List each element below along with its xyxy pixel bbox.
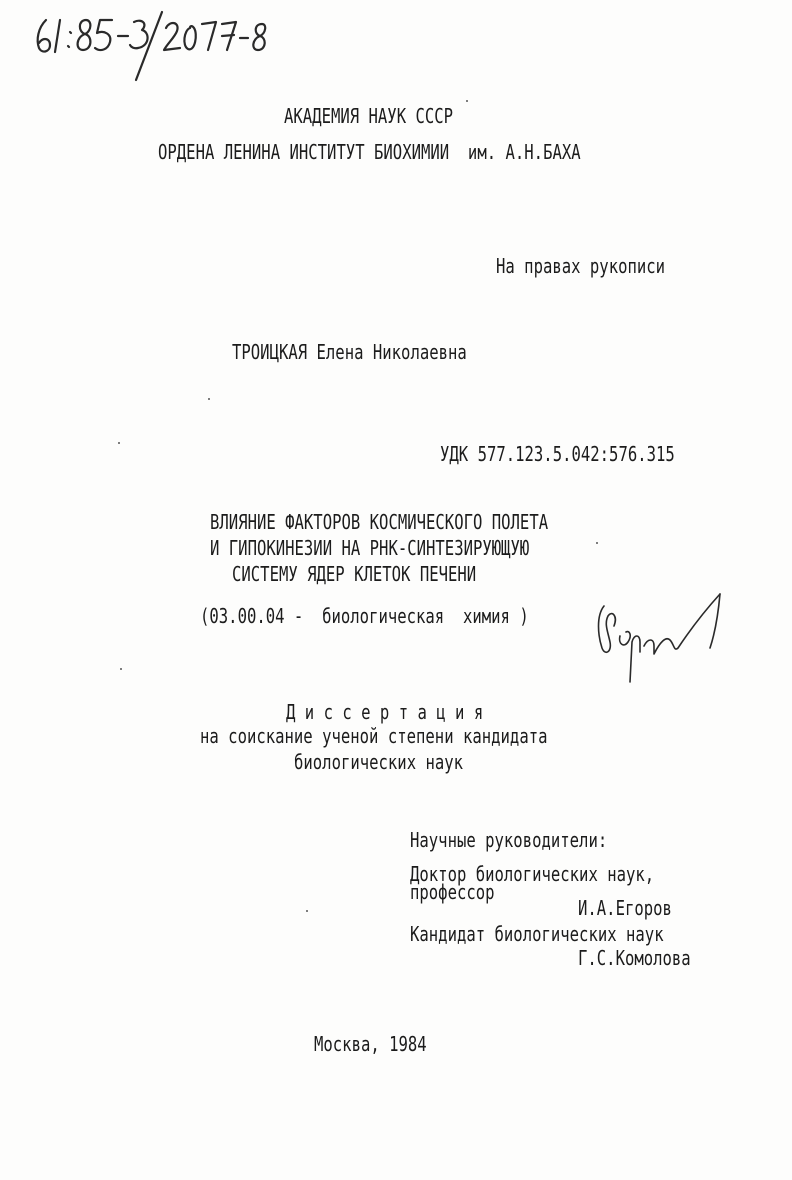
udc-code: УДК 577.123.5.042:576.315 [440, 442, 675, 466]
supervisors-heading: Научные руководители: [410, 828, 608, 852]
supervisor-2-degree: Кандидат биологических наук [410, 922, 664, 946]
specialty-code: (03.00.04 - биологическая химия ) [200, 604, 529, 628]
supervisor-1-degree: Доктор биологических наук, [410, 862, 655, 886]
handwritten-signature [590, 586, 730, 696]
title-line-2: И ГИПОКИНЕЗИИ НА РНК-СИНТЕЗИРУЮЩУЮ [210, 536, 530, 560]
manuscript-rights: На правах рукописи [496, 254, 666, 278]
academy-name: АКАДЕМИЯ НАУК СССР [284, 104, 454, 128]
scan-speck [466, 100, 468, 102]
scan-speck [208, 398, 210, 400]
handwritten-archive-mark [30, 6, 270, 82]
dissertation-heading: Д и с с е р т а ц и я [286, 700, 484, 724]
dissertation-purpose: на соискание ученой степени кандидата [200, 724, 548, 748]
supervisor-1-name: И.А.Егоров [578, 896, 672, 920]
scan-speck [306, 910, 308, 912]
scan-speck [118, 442, 120, 444]
place-year: Москва, 1984 [314, 1032, 427, 1056]
scan-speck [120, 668, 122, 670]
title-line-3: СИСТЕМУ ЯДЕР КЛЕТОК ПЕЧЕНИ [232, 562, 477, 586]
supervisor-1-title: профессор [410, 880, 495, 904]
author-name: ТРОИЦКАЯ Елена Николаевна [232, 340, 467, 364]
scan-speck [596, 542, 598, 544]
institute-name: ОРДЕНА ЛЕНИНА ИНСТИТУТ БИОХИМИИ им. А.Н.БАХА [158, 140, 581, 164]
supervisor-2-name: Г.С.Комолова [578, 946, 691, 970]
title-line-1: ВЛИЯНИЕ ФАКТОРОВ КОСМИЧЕСКОГО ПОЛЕТА [210, 510, 549, 534]
dissertation-degree: биологических наук [294, 750, 464, 774]
